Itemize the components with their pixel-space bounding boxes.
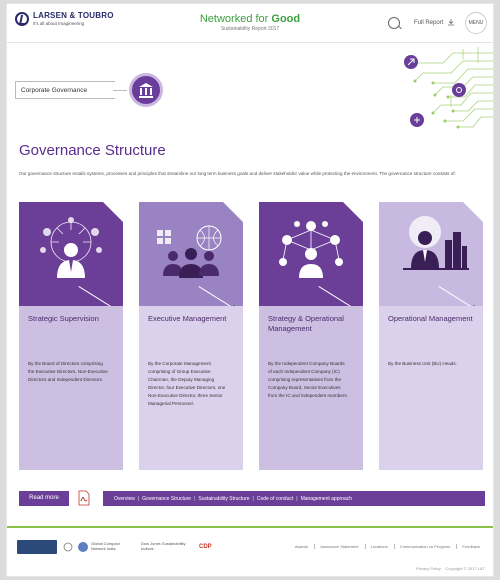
full-report-label: Full Report	[413, 20, 444, 27]
menu-button[interactable]: MENU	[465, 12, 487, 34]
footer-cdp-logo[interactable]: CDP	[199, 544, 212, 550]
footer-link-awards[interactable]: Awards	[294, 544, 309, 549]
title-prefix: Networked for	[199, 13, 269, 25]
small-badge-icon	[404, 55, 418, 69]
full-report-link[interactable]	[414, 19, 455, 27]
governance-building-icon	[129, 73, 163, 107]
copyright-text: Copyright © 2017 L&T	[445, 566, 485, 571]
read-more-button[interactable]: Read more	[19, 491, 69, 506]
site-header	[7, 4, 493, 42]
quick-nav-management-approach[interactable]: Management approach	[300, 495, 353, 502]
quick-nav-code-of-conduct[interactable]: Code of conduct	[256, 495, 294, 502]
card-text: By the Independent Company Boards of each Independent Company (IC) comprising representatives from the Company Board, Senior Executives from the IC and independent members.	[268, 361, 348, 399]
small-badge-icon	[410, 113, 424, 127]
search-icon[interactable]	[388, 17, 400, 29]
intro-paragraph: Our governance structure entails systems, processes and principles that streamline our long term business goals and deliver stakeholder value while protecting the environment. The governance structure consists of:	[19, 171, 456, 176]
hero-banner	[7, 43, 493, 133]
card-title: Operational Management	[388, 314, 473, 323]
card-body	[19, 306, 123, 470]
card-image	[139, 202, 243, 306]
page-title: Governance Structure	[19, 142, 166, 159]
people-network-icon	[273, 216, 349, 288]
pdf-icon[interactable]	[77, 490, 91, 506]
card-operational-management[interactable]	[379, 202, 483, 470]
manager-buildings-icon	[393, 216, 469, 288]
card-title: Strategic Supervision	[28, 314, 99, 323]
footer-partner-logo	[17, 540, 57, 554]
quick-nav-sustainability-structure[interactable]: Sustainability Structure	[198, 495, 250, 502]
report-subtitle: Sustainability Report 2017	[220, 26, 280, 32]
quick-nav-overview[interactable]: Overview	[114, 495, 135, 502]
quick-nav-governance-structure[interactable]: Governance Structure	[142, 495, 192, 502]
card-text: By the Business Unit (BU) Heads.	[388, 361, 457, 366]
card-text: By the Corporate Management comprising of Group Executive Chairman, the Deputy Managing Director, four Executive Directors, one Non-Executive Director, three Senior Managerial Personnel.	[148, 361, 226, 407]
person-network-icon	[33, 216, 109, 288]
card-image	[379, 202, 483, 306]
footer-links	[290, 544, 485, 549]
card-strategy-operational-management[interactable]	[259, 202, 363, 470]
footer-circle-logo	[63, 540, 73, 554]
card-executive-management[interactable]	[139, 202, 243, 470]
footer-link-feedback[interactable]: Feedback	[456, 544, 485, 549]
card-text: By the Board of Directors comprising the Executive Directors, Non-Executive Directors and Independent Directors.	[28, 361, 108, 383]
title-bold: Good	[271, 13, 301, 25]
site-footer	[7, 528, 493, 577]
card-title: Strategy & Operational Management	[268, 314, 344, 334]
brand-tagline: It's all about Imagineering	[33, 21, 85, 26]
section-label: Corporate Governance	[15, 81, 115, 99]
download-icon	[447, 19, 455, 26]
footer-link-cop[interactable]: Communication on Progress	[394, 544, 455, 549]
team-globe-icon	[153, 216, 229, 288]
footer-link-locations[interactable]: Locations	[365, 544, 393, 549]
footer-link-assurance[interactable]: Assurance Statement	[314, 544, 363, 549]
brand-name: LARSEN & TOUBRO	[33, 11, 114, 20]
footer-global-compact-logo[interactable]: Global Compact Network India	[77, 540, 135, 554]
footer-djsi-logo[interactable]: Dow Jones Sustainability Indices	[141, 541, 186, 551]
card-title: Executive Management	[148, 314, 227, 323]
governance-cards	[19, 202, 483, 470]
footer-bottom	[416, 566, 485, 571]
quick-nav-bar: Overview | Governance Structure | Sustainability Structure | Code of conduct | Management approach	[103, 491, 485, 506]
card-image	[19, 202, 123, 306]
globe-icon	[77, 541, 89, 553]
page	[6, 3, 494, 577]
privacy-policy-link[interactable]: Privacy Policy	[416, 566, 441, 571]
card-image	[259, 202, 363, 306]
small-badge-icon	[452, 83, 466, 97]
card-body	[379, 306, 483, 470]
card-strategic-supervision[interactable]	[19, 202, 123, 470]
